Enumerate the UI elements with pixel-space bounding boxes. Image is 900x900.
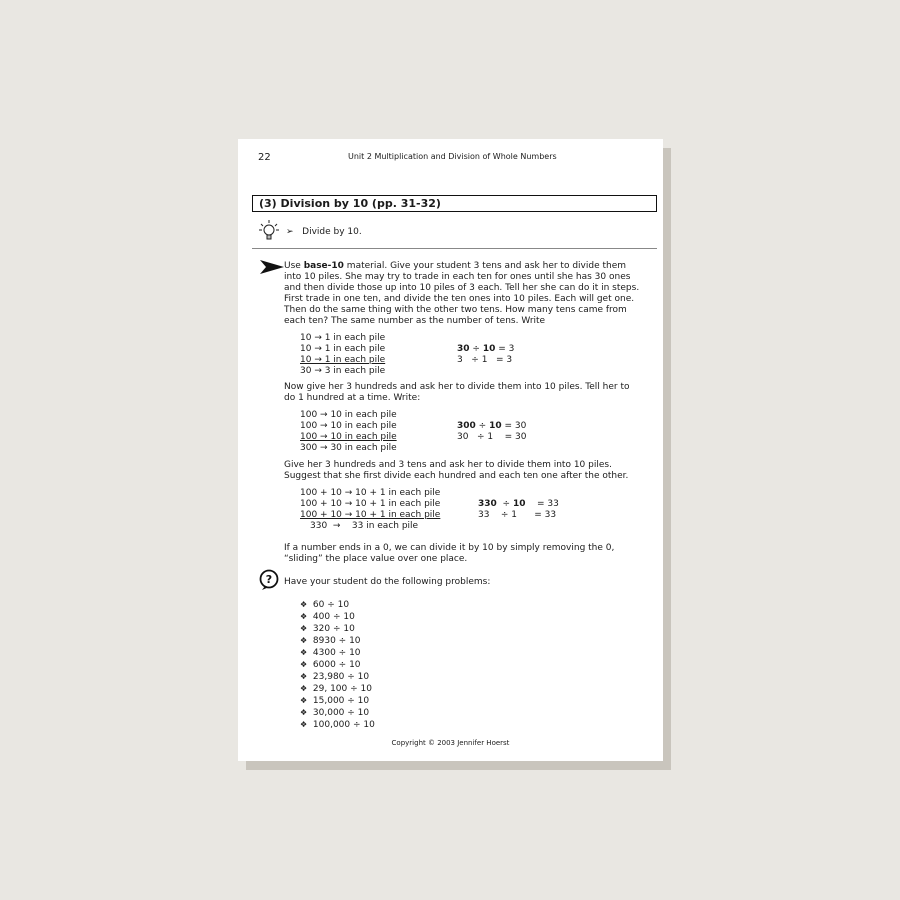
problem: 23,980 ÷ 10 (312, 672, 370, 682)
paragraph-4 (284, 543, 656, 565)
eq-result: = 33 (536, 499, 559, 509)
list-item (300, 647, 375, 659)
running-header: Unit 2 Multiplication and Division of Whole Numbers (348, 152, 557, 161)
list-item (300, 707, 375, 719)
problem-list (300, 599, 375, 731)
equation: 3 ÷ 1 = 3 (457, 355, 513, 365)
lightbulb-icon (258, 219, 280, 241)
equation (457, 344, 514, 355)
bullet-icon: ❖ (300, 660, 308, 669)
para1-line (284, 261, 656, 272)
problem: 400 ÷ 10 (312, 612, 355, 622)
para1-line: each ten? The same number as the number of tens. Write (284, 316, 546, 326)
list-item (300, 623, 375, 635)
pile-line: 100 → 10 in each pile (300, 421, 397, 431)
eq-divisor: 10 (489, 421, 502, 431)
eq-dividend: 33 (478, 510, 490, 520)
pile-line: 30 → 3 in each pile (300, 366, 386, 376)
problems-intro: Have your student do the following problems: (284, 577, 491, 587)
pile-line: 100 + 10 → 10 + 1 in each pile (300, 499, 441, 509)
para1-pre: Use (284, 261, 304, 271)
objective-text: Divide by 10. (302, 227, 362, 237)
question-icon (258, 569, 280, 591)
problem: 6000 ÷ 10 (312, 660, 361, 670)
problem: 29, 100 ÷ 10 (312, 684, 372, 694)
list-item (300, 695, 375, 707)
bullet-icon: ❖ (300, 648, 308, 657)
divider (252, 248, 657, 249)
bullet-icon: ❖ (300, 672, 308, 681)
bullet-icon: ❖ (300, 684, 308, 693)
bullet-icon: ❖ (300, 696, 308, 705)
pile-line: 100 + 10 → 10 + 1 in each pile (300, 510, 441, 520)
para3-line: Give her 3 hundreds and 3 tens and ask her to divide them into 10 piles. (284, 460, 612, 470)
copyright: Copyright © 2003 Jennifer Hoerst (391, 739, 510, 747)
pile-line: 100 + 10 → 10 + 1 in each pile (300, 488, 441, 498)
pile-list-3 (300, 488, 440, 532)
equation (478, 510, 559, 521)
list-item (300, 719, 375, 731)
eq-result: = 33 (534, 510, 557, 520)
problem: 60 ÷ 10 (312, 600, 350, 610)
pile-line: 10 → 1 in each pile (300, 344, 386, 354)
eq-op: ÷ 1 (500, 510, 518, 520)
problem: 100,000 ÷ 10 (312, 720, 375, 730)
equation (457, 421, 526, 432)
problem: 15,000 ÷ 10 (312, 696, 370, 706)
problem: 30,000 ÷ 10 (312, 708, 370, 718)
equations-2 (457, 421, 526, 443)
list-item (300, 599, 375, 611)
eq-dividend: 300 (457, 421, 476, 431)
paragraph-2 (284, 382, 656, 404)
eq-divisor: 10 (512, 499, 526, 509)
bullet-icon: ❖ (300, 600, 308, 609)
para1-line: Then do the same thing with the other two tens. How many tens came from (284, 305, 627, 315)
pile-line: 100 → 10 in each pile (300, 410, 397, 420)
objective-marker: ➢ (286, 227, 294, 237)
list-item (300, 659, 375, 671)
para4-line: “sliding” the place value over one place. (284, 554, 468, 564)
svg-text:?: ? (265, 573, 273, 586)
problem: 4300 ÷ 10 (312, 648, 361, 658)
pile-list-2 (300, 410, 397, 454)
para2-line: do 1 hundred at a time. Write: (284, 393, 421, 403)
list-item (300, 611, 375, 623)
problem: 8930 ÷ 10 (312, 636, 361, 646)
pile-line: 100 → 10 in each pile (300, 432, 397, 442)
eq-op: ÷ (502, 499, 511, 509)
section-title: (3) Division by 10 (pp. 31-32) (259, 197, 441, 210)
eq-dividend: 30 (457, 344, 470, 354)
arrow-icon (260, 260, 284, 274)
para1-text: material. Give your student 3 tens and ask her to divide them (343, 261, 627, 271)
intro-paragraph (284, 261, 656, 327)
para1-line: and then divide those up into 10 piles of 3 each. Tell her she can do it in steps. (284, 283, 640, 293)
eq-op: ÷ (478, 421, 487, 431)
para2-line: Now give her 3 hundreds and ask her to divide them into 10 piles. Tell her to (284, 382, 630, 392)
bullet-icon: ❖ (300, 708, 308, 717)
list-item (300, 683, 375, 695)
list-item (300, 671, 375, 683)
pile-line: 330 → 33 in each pile (310, 521, 419, 531)
bullet-icon: ❖ (300, 612, 308, 621)
eq-result: = 30 (504, 421, 527, 431)
equations-3 (478, 499, 559, 521)
pile-line: 300 → 30 in each pile (300, 443, 397, 453)
base-10-term: base-10 (303, 261, 344, 271)
eq-dividend: 330 (478, 499, 497, 509)
eq-op: ÷ (472, 344, 480, 354)
list-item (300, 635, 375, 647)
objective (286, 227, 362, 238)
para3-line: Suggest that she first divide each hundred and each ten one after the other. (284, 471, 629, 481)
bullet-icon: ❖ (300, 636, 308, 645)
paragraph-3 (284, 460, 656, 482)
eq-result: = 3 (498, 344, 515, 354)
problem: 320 ÷ 10 (312, 624, 355, 634)
bullet-icon: ❖ (300, 720, 308, 729)
equations-1 (457, 344, 514, 366)
equation (478, 499, 559, 510)
pile-line: 10 → 1 in each pile (300, 333, 386, 343)
bullet-icon: ❖ (300, 624, 308, 633)
para1-line: into 10 piles. She may try to trade in each ten for ones until she has 30 ones (284, 272, 631, 282)
document-page (238, 139, 663, 761)
page-number: 22 (258, 152, 271, 163)
equation: 30 ÷ 1 = 30 (457, 432, 527, 442)
pile-line: 10 → 1 in each pile (300, 355, 386, 365)
eq-divisor: 10 (482, 344, 496, 354)
section-title-box (252, 195, 657, 212)
para1-line: First trade in one ten, and divide the ten ones into 10 piles. Each will get one. (284, 294, 635, 304)
pile-list-1 (300, 333, 385, 377)
para4-line: If a number ends in a 0, we can divide it by 10 by simply removing the 0, (284, 543, 615, 553)
